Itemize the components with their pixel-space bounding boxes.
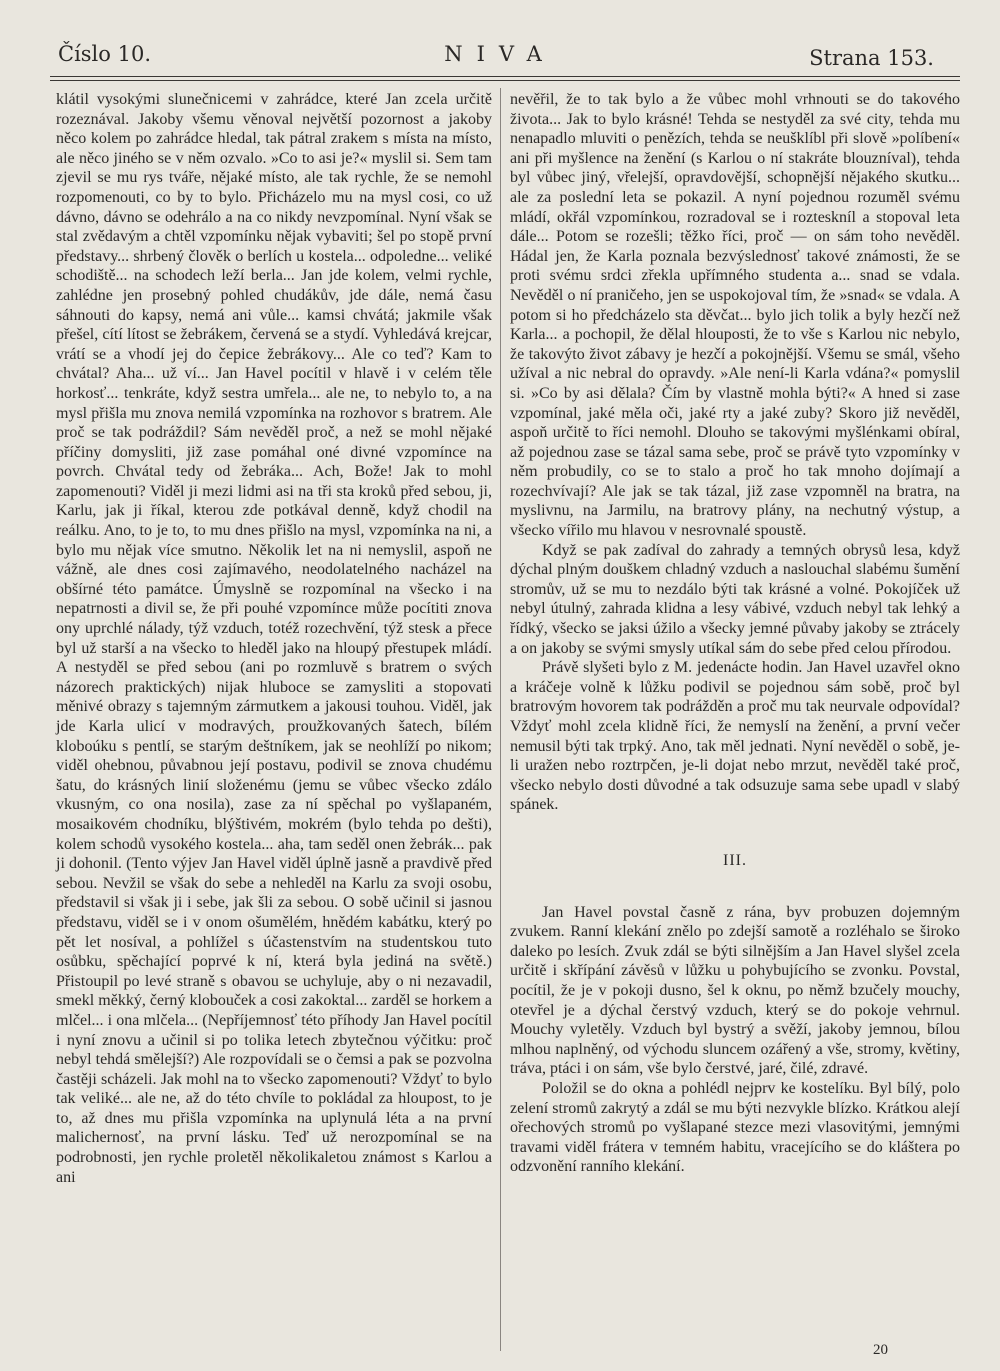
right-column [510,90,960,1177]
magazine-title: NIVA [444,42,556,66]
left-column [56,90,492,1187]
section-heading: III. [723,851,747,869]
footer-page-mark: 20 [873,1342,888,1358]
header-rule [50,76,960,77]
right-paragraph-5: Položil se do okna a pohlédl nejprv ke kostelíku. Byl bílý, polo zelení stromů zakrytý a zdál se mu býti nezvykle blízko. Krátkou alejí ořechových stromů po vyšlapané stezce mezi vlasovitými, jemnými travami viděl frátera v temném habitu, vracejícího se do kláštera po odzvonění ranního klekání. [510,1079,960,1176]
header-rule-thin [50,80,960,81]
page-number: Strana 153. [809,46,934,70]
page-header [0,36,1000,76]
left-paragraph: klátil vysokými slunečnicemi v zahrádce, které Jan zcela určitě rozeznával. Jakoby všemu věnoval největší pozornost a jakoby něco kolem po zahrádce hledal, tak pátral zrakem s místa na místo, ale něco jiného se v něm ozvalo. »Co to asi je?« myslil si. Sem tam zjevil se mu rys tváře, nějaké místo, ale tak rychle, že se nemohl rozpomenouti, co by to bylo. Přicházelo mu na mysl cosi, co už dávno, dávno se odehrálo a na co nikdy nevzpomínal. Nyní však se stal zvědavým a chtěl vzpomínku nějak vybaviti; šel po stopě první představy... shrbený člověk o berlích u kostela... odpoledne... veliké schodiště... na schodech leží berla... Jan jde kolem, velmi rychle, zahlédne jen prosebný pohled chudákův, jde dále, nemá času sáhnouti do kapsy, nemá ani vůle... kamsi chvátá; jakmile však přešel, cítí lítost se žebrákem, červená se a stydí. Vyhledává krejcar, vrátí se a vhodí jej do čepice žebrákovy... Ale co teď? Kam to chvátal? Aha... už ví... Jan Havel pocítil v hlavě i v celém těle horkosť... tenkráte, když sestra umřela... ale ne, to nebylo to, a na mysl přišla mu znova nemilá vzpomínka na rozhovor s bratrem. Ale proč se tak podráždil? Sám nevěděl proč, a než se mohl nějaké příčiny domysliti, již zase pomáhal oné divné vzpomínce na povrch. Chvátal tedy od žebráka... Ach, Bože! Jak to mohl zapomenouti? Viděl ji mezi lidmi asi na tři sta kroků před sebou, ji, Karlu, jak ji říkal, kterou zde potkával denně, když chodil na reálku. Ano, to je to, to mu dnes přišlo na mysl, vzpomínka na ni, a bylo mu nějak více smutno. Několik let na ni nemyslil, aspoň ne vážně, ale dnes cosi zajímavého, neodolatelného nacházel na obšírné této památce. Úmyslně se rozpomínal na všecko i na nepatrnosti a divil se, že při pouhé vzpomínce může pocítiti znova ony uprchlé nálady, týž vzduch, totéž rozechvění, týž stesk a přece byl už starší a na všecko to hleděl jako na hloupý přestupek mládí. A nestyděl se před sebou (ani po rozmluvě s bratrem o svých názorech praktických) nijak hluboce se zamysliti a stopovati měnivé obrazy s tajemným zármutkem a jakousi touhou. Viděl, jak jde Karla ulicí v modravých, proužkovaných šatech, bílém kloboúku s pentlí, se starým deštníkem, jak se neohlíží po nikom; viděl ohebnou, půvabnou její postavu, podivil se znova chudému šatu, do krásných linií složenému (jemu se vůbec všecko zdálo vkusným, co ona nosila), zase za ní spěchal po vyšlapaném, mosaikovém chodníku, blýštivém, mokrém (bylo tehda po dešti), kolem schodů vysokého kostela... aha, tam seděl onen žebrák... pak ji dohonil. (Tento výjev Jan Havel viděl úplně jasně a pravdivě před sebou. Nevžil se však do sebe a nehleděl na Karlu za svoji osobu, představil si však ji i sebe, jak šli za sebou. O sobě učinil si jasnou představu, viděl se i v onom ošumělém, hnědém kabátku, který po pět let nosíval, a pohlížel s účastenstvím na studentskou tuto osůbku, spěchající poprvé k ní, která byla jediná na světě.) Přistoupil po levé straně s obavou se uchyluje, aby o ni nezavadil, smekl měkký, černý klobouček a cosi zakoktal... zarděl se horkem a mlčel... i ona mlčela... (Nepříjemnosť této příhody Jan Havel pocítil i nyní znovu a učinil si po tolika letech zbytečnou výčitku: proč nebyl tehdá smělejší?) Ale rozpovídali se o čemsi a pak se pozvolna častěji scházeli. Jak mohl na to všecko zapomenouti? Vždyť to bylo tak veliké... ale ne, až do této chvíle to pokládal za hloupost, to je to, až dnes mu přišla vzpomínka na uplynulá léta a na první malichernosť, na první lásku. Teď už nerozpomínal se na podrobnosti, jen rychle proletěl několikaletou známost s Karlou a ani [56,91,492,1186]
issue-number: Číslo 10. [58,42,151,66]
column-divider [500,88,501,1351]
right-paragraph-1: nevěřil, že to tak bylo a že vůbec mohl vrhnouti se do takového života... Jak to bylo krásné! Tehda se nestyděl za své city, tehda mu nenapadlo mluviti o penězích, tehda se neušklíbl při slově »políbení« ani při myšlence na ženění (s Karlou o ní stakráte blouzníval), tehda byl vůbec jiný, vřelejší, opravdovější, schopnější nějakého skutku... ale za poslední leta se pokazil. A nyní pojednou rozuměl svému mládí, okřál vzpomínkou, rozradoval se i rozteskníl a stopoval leta dále... Potom se rozešli; těžko říci, proč — on sám toho nevěděl. Hádal jen, že Karla poznala bezvýslednosť takové známosti, že se proti svému srdci zřekla upřímného studenta a... snad se vdala. Nevěděl o ní praničeho, jen se uspokojoval tím, že »snad« se vdala. A potom si ho předcházelo sta děvčat... bylo jich tolik a byly hezčí než Karla... a pochopil, že dělal hlouposti, že to vše s Karlou nic nebylo, že takovýto život zábavy je hezčí a pokojnější. Všemu se smál, všeho užíval a nic nebral do opravdy. »Ale není-li Karla vdána?« pomyslil si. »Co by asi dělala? Čím by vlastně mohla býti?« A hned si zase vzpomínal, jaké měla oči, jaké rty a jaké zuby? Skoro již nevěděl, aspoň určitě to říci nemohl. Dlouho se takovými myšlénkami obíral, až pojednou zase se tázal sama sebe, proč se právě tyto vzpomínky v něm probudily, co se to stalo a proč ho tak mnoho dojímají a rozechvívají? Ale jak se tak tázal, již zase vzpomněl na bratra, na myslivnu, na Jarmilu, na bratrovy plány, na nechutný výstup, a všecko vířilo mu hlavou v nesrovnalé spoustě. [510,91,960,540]
right-paragraph-4: Jan Havel povstal časně z rána, byv probuzen dojemným zvukem. Ranní klekání znělo po zdejší samotě a rozléhalo se široko daleko po lesích. Zvuk zdál se býti silnějším a Jan Havel slyšel zcela určitě i skřípání závěsů v lůžku u pohybujícího se zvonku. Povstal, pocítil, že je v pokoji dusno, šel k oknu, po němž bzučely mouchy, otevřel je a dýchal čerstvý vzduch, který se do pokoje vehrnul. Mouchy vyletěly. Vzduch byl bystrý a svěží, jakoby jemnou, bílou mlhou naplněný, od východu sluncem ozářený a vše, stromy, květiny, tráva, ptáci i on sám, vše bylo čerstvé, jaré, čilé, zdravé. [510,903,960,1078]
right-paragraph-2: Když se pak zadíval do zahrady a temných obrysů lesa, když dýchal plným douškem chladný vzduch a naslouchal slabému šumění stromův, už se mu to nezdálo býti tak krásné a volné. Pokojíček už nebyl útulný, zahrada klidna a lesy vábivé, vzduch nebyl tak lehký a řídký, všecko se jaksi úžilo a všecky jemné půvaby jakoby se ztrácely a on jakoby se svými smysly utíkal sám do sebe před celou přírodou. [510,541,960,657]
right-paragraph-3: Právě slyšeti bylo z M. jedenácte hodin. Jan Havel uzavřel okno a kráčeje volně k lůžku podivil se pojednou sám sobě, proč byl bratrovým hovorem tak podrážděn a proč mu tak neurvale odpovídal? Vždyť mohl zcela klidně říci, že nemyslí na ženění, a první večer nemusil býti tak trpký. Ano, tak měl jednati. Nyní nevěděl o sobě, je-li uražen nebo roztrpčen, je-li dojat nebo mrzut, nevěděl také proč, všecko nebylo dosti důvodné a tak odsuzuje sama sebe upadl v slabý spánek. [510,659,960,814]
